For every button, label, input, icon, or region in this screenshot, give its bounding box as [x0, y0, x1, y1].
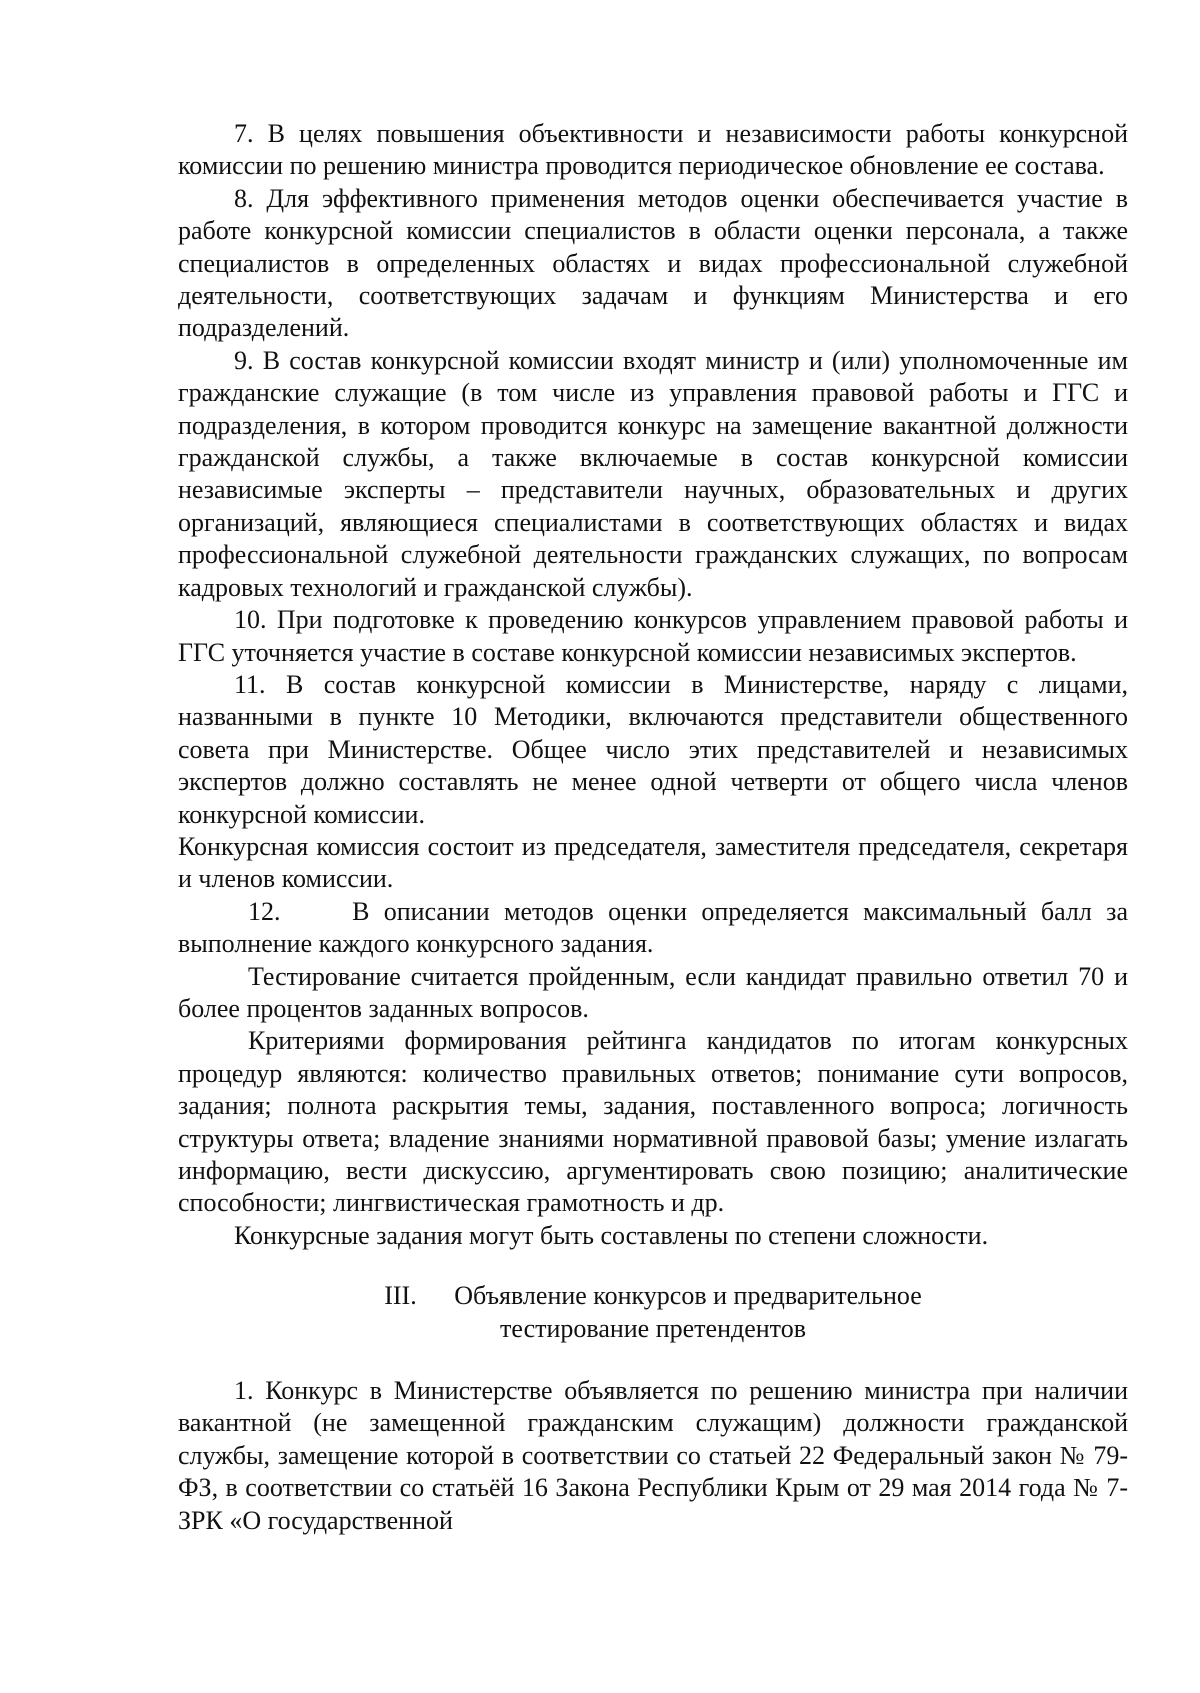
- paragraph-11: 11. В состав конкурсной комиссии в Министерстве, наряду с лицами, названными в пункте 10 Методики, включаются представители общественного совета при Министерстве. Общее число этих представителей и независимых экспертов должно составлять не менее одной четверти от общего числа членов конкурсной комиссии.: [178, 669, 1128, 829]
- paragraph-8: 8. Для эффективного применения методов оценки обеспечивается участие в работе конкурсной комиссии специалистов в области оценки персонала, а также специалистов в определенных областях и видах профессиональной служебной деятельности, соответствующих задачам и функциям Министерства и его подразделений.: [178, 183, 1128, 343]
- commission-composition-paragraph: Конкурсная комиссия состоит из председателя, заместителя председателя, секретаря и членов комиссии.: [178, 831, 1128, 894]
- paragraph-7: 7. В целях повышения объективности и независимости работы конкурсной комиссии по решению министра проводится периодическое обновление ее состава.: [178, 119, 1128, 181]
- paragraph-10: 10. При подготовке к проведению конкурсов управлением правовой работы и ГГС уточняется участие в составе конкурсной комиссии независимых экспертов.: [178, 605, 1128, 667]
- section-title-line-2: тестирование претендентов: [500, 1313, 806, 1343]
- section-heading-line-1: [178, 1280, 1128, 1312]
- tasks-complexity-paragraph: Конкурсные задания могут быть составлены по степени сложности.: [234, 1220, 989, 1250]
- paragraph-9: 9. В состав конкурсной комиссии входят министр и (или) уполномоченные им гражданские служащие (в том числе из управления правовой работы и ГГС и подразделения, в котором проводится конкурс на замещение вакантной должности гражданской службы, а также включаемые в состав конкурсной комиссии независимые эксперты – представители научных, образовательных и других организаций, являющиеся специалистами в соответствующих областях и видах профессиональной служебной деятельности гражданских служащих, по вопросам кадровых технологий и гражданской службы).: [178, 345, 1128, 602]
- paragraph-12: 12. В описании методов оценки определяется максимальный балл за выполнение каждого конкурсного задания.: [178, 896, 1128, 959]
- section-number: III.: [384, 1281, 417, 1311]
- testing-paragraph: Тестирование считается пройденным, если кандидат правильно ответил 70 и более процентов заданных вопросов.: [178, 961, 1128, 1023]
- section-paragraph-1: 1. Конкурс в Министерстве объявляется по решению министра при наличии вакантной (не замещенной гражданским служащим) должности гражданской службы, замещение которой в соответствии со статьей 22 Федеральный закон № 79-ФЗ, в соответствии со статьёй 16 Закона Республики Крым от 29 мая 2014 года № 7-ЗРК «О государственной: [178, 1376, 1128, 1535]
- section-heading: [178, 1280, 1128, 1345]
- section-title-line-1: Объявление конкурсов и предварительное: [454, 1281, 922, 1311]
- criteria-paragraph: Критериями формирования рейтинга кандидатов по итогам конкурсных процедур являются: количество правильных ответов; понимание сути вопросов, задания; полнота раскрытия темы, задания, поставленного вопроса; логичность структуры ответа; владение знаниями нормативной правовой базы; умение излагать информацию, вести дискуссию, аргументировать свою позицию; аналитические способности; лингвистическая грамотность и др.: [178, 1026, 1128, 1218]
- document-body: [178, 118, 1128, 1537]
